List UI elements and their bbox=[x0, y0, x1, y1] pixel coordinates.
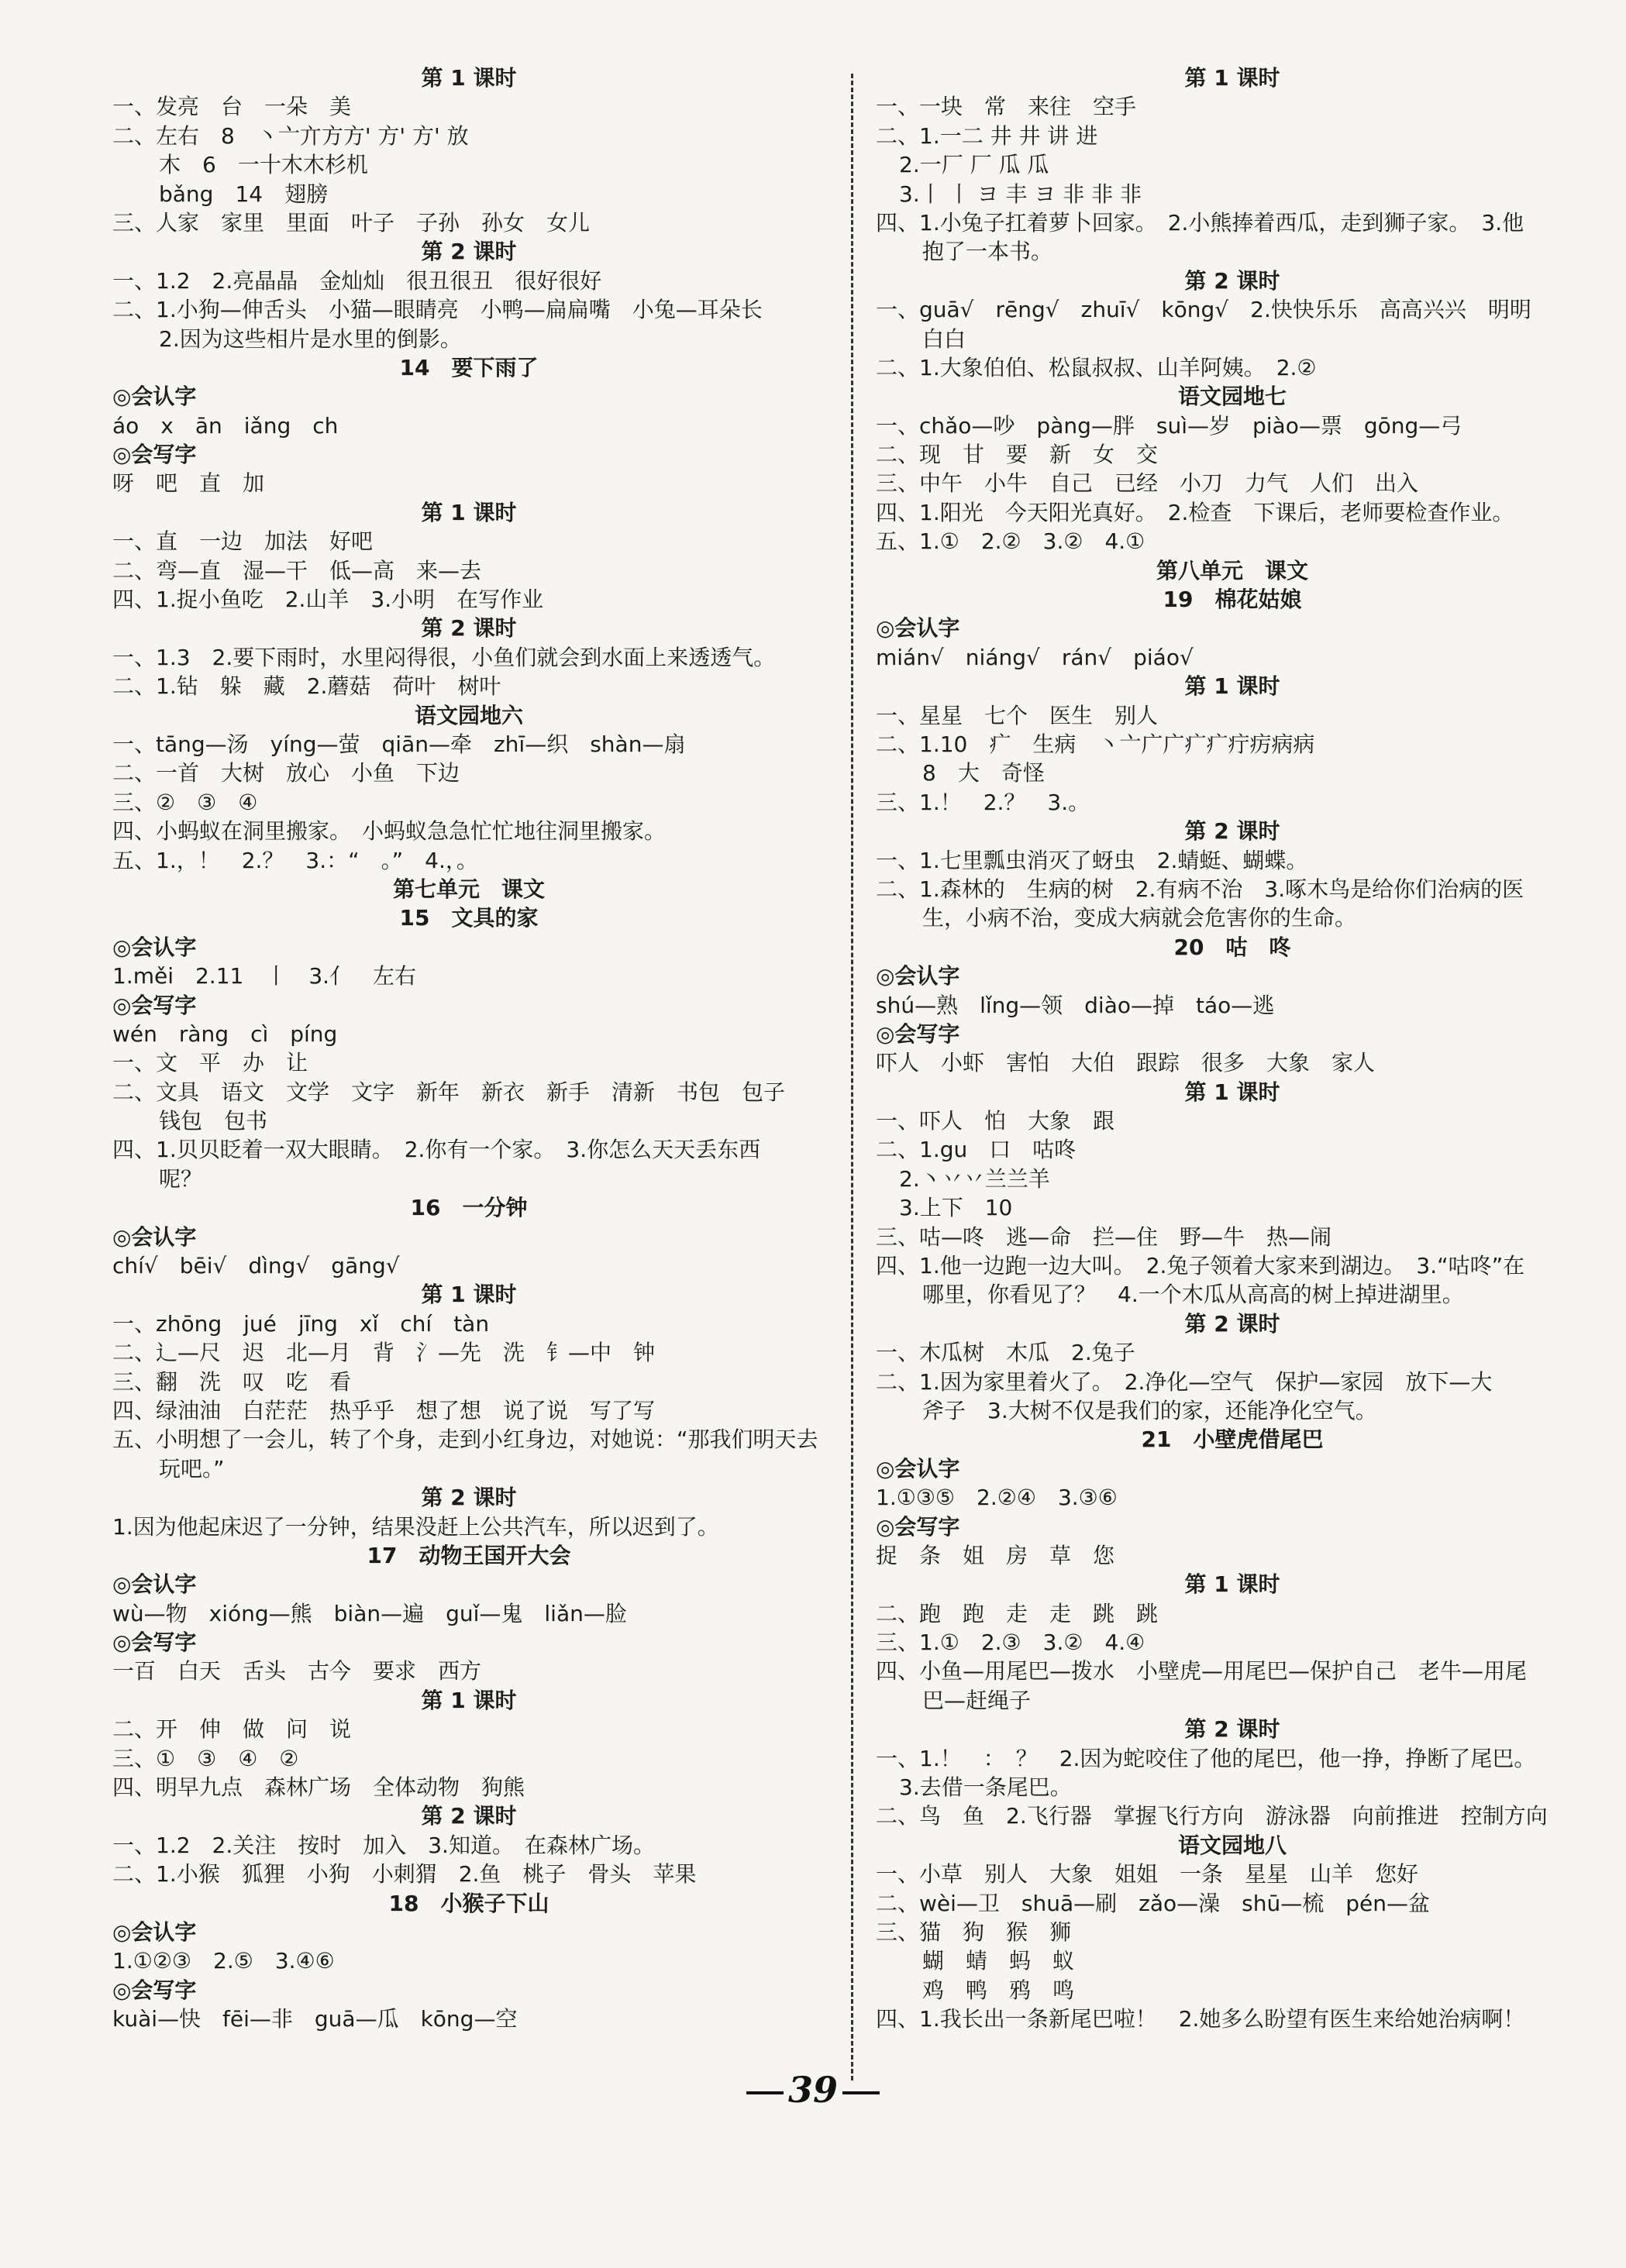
answer-line: 一、小草 别人 大象 姐姐 一条 星星 山羊 您好 bbox=[876, 1861, 1419, 1888]
answer-line: 二、1.gu 口 咕咚 bbox=[876, 1137, 1077, 1163]
page-number-dash-left bbox=[746, 2091, 784, 2094]
answer-line: bǎng 14 翅膀 bbox=[159, 181, 329, 207]
answer-line: 抱了一本书。 bbox=[922, 239, 1053, 265]
answer-line: 3.丨 丨 ヨ 丰 ヨ 非 非 非 bbox=[899, 181, 1142, 207]
page-number-dash-right bbox=[842, 2091, 880, 2094]
answer-line: 三、中午 小牛 自己 已经 小刀 力气 人们 出入 bbox=[876, 470, 1419, 497]
answer-line: 生，小病不治，变成大病就会危害你的生命。 bbox=[922, 905, 1357, 931]
heading: 第 2 课时 bbox=[421, 239, 517, 265]
left-answer-column bbox=[112, 64, 825, 2034]
heading: 第 1 课时 bbox=[1184, 1079, 1280, 1105]
heading: 14 要下雨了 bbox=[399, 354, 539, 380]
section-label: ◎会写字 bbox=[876, 1020, 960, 1047]
answer-line: 斧子 3.大树不仅是我们的家，还能净化空气。 bbox=[922, 1397, 1377, 1423]
answer-line: mián√ niáng√ rán√ piáo√ bbox=[876, 644, 1194, 670]
section-label: ◎会写字 bbox=[112, 992, 197, 1018]
answer-line: 一、星星 七个 医生 别人 bbox=[876, 702, 1159, 728]
answer-line: 一、chǎo—吵 pàng—胖 suì—岁 piào—票 gōng—弓 bbox=[876, 412, 1462, 439]
answer-line: 二、1.因为家里着火了。 2.净化—空气 保护—家园 放下—大 bbox=[876, 1368, 1493, 1395]
heading: 第 2 课时 bbox=[421, 1803, 517, 1829]
answer-line: 二、一首 大树 放心 小鱼 下边 bbox=[112, 760, 460, 786]
answer-line: 四、小鱼—用尾巴—拨水 小壁虎—用尾巴—保护自己 老牛—用尾 bbox=[876, 1658, 1528, 1685]
answer-line: 玩吧。” bbox=[159, 1455, 225, 1482]
heading: 第 1 课时 bbox=[421, 499, 517, 525]
answer-line: 1.因为他起床迟了一分钟，结果没赶上公共汽车，所以迟到了。 bbox=[112, 1513, 719, 1540]
answer-line: 一、直 一边 加法 好吧 bbox=[112, 528, 374, 555]
answer-line: 2.丶丷丷兰兰羊 bbox=[899, 1165, 1050, 1192]
answer-line: 一、1.！ ： ？ 2.因为蛇咬住了他的尾巴，他一挣，挣断了尾巴。 bbox=[876, 1745, 1536, 1771]
answer-line: 三、翻 洗 叹 吃 看 bbox=[112, 1368, 352, 1395]
answer-line: 二、1.森林的 生病的树 2.有病不治 3.啄木鸟是给你们治病的医 bbox=[876, 876, 1524, 902]
answer-line: kuài—快 fēi—非 guā—瓜 kōng—空 bbox=[112, 2006, 518, 2032]
section-label: ◎会写字 bbox=[112, 442, 197, 468]
heading: 15 文具的家 bbox=[399, 905, 539, 931]
answer-line: 四、1.小兔子扛着萝卜回家。 2.小熊捧着西瓜，走到狮子家。 3.他 bbox=[876, 209, 1524, 236]
answer-line: 1.měi 2.11 丨 3.亻 左右 bbox=[112, 963, 417, 989]
answer-line: 二、辶—尺 迟 北—月 背 氵—先 洗 钅—中 钟 bbox=[112, 1340, 656, 1366]
answer-line: 一、木瓜树 木瓜 2.兔子 bbox=[876, 1340, 1135, 1366]
page-number-text: 39 bbox=[787, 2069, 838, 2111]
answer-line: 一、1.七里瓢虫消灭了蚜虫 2.蜻蜓、蝴蝶。 bbox=[876, 847, 1308, 873]
answer-line: 1.①②③ 2.⑤ 3.④⑥ bbox=[112, 1948, 335, 1974]
heading: 第 2 课时 bbox=[421, 615, 517, 642]
heading: 语文园地六 bbox=[414, 702, 523, 728]
answer-line: 三、猫 狗 猴 狮 bbox=[876, 1919, 1072, 1945]
heading: 第 1 课时 bbox=[421, 1687, 517, 1713]
answer-line: 二、1.10 疒 生病 丶亠广广疒疒疔疠病病 bbox=[876, 731, 1315, 757]
answer-line: 1.①③⑤ 2.②④ 3.③⑥ bbox=[876, 1485, 1118, 1511]
heading: 16 一分钟 bbox=[410, 1195, 528, 1221]
answer-line: 二、跑 跑 走 走 跳 跳 bbox=[876, 1600, 1159, 1626]
answer-line: 四、1.捉小鱼吃 2.山羊 3.小明 在写作业 bbox=[112, 587, 544, 613]
heading: 第 2 课时 bbox=[1184, 267, 1280, 294]
answer-line: 呢？ bbox=[159, 1165, 203, 1192]
answer-line: 二、1.小狗—伸舌头 小猫—眼睛亮 小鸭—扁扁嘴 小兔—耳朵长 bbox=[112, 297, 763, 323]
answer-line: 哪里，你看见了？ 4.一个木瓜从高高的树上掉进湖里。 bbox=[922, 1282, 1464, 1308]
answer-line: 四、1.他一边跑一边大叫。 2.兔子领着大家来到湖边。 3.“咕咚”在 bbox=[876, 1253, 1525, 1279]
heading: 第 1 课时 bbox=[1184, 65, 1280, 91]
heading: 21 小壁虎借尾巴 bbox=[1141, 1427, 1324, 1453]
answer-line: 二、文具 语文 文学 文字 新年 新衣 新手 清新 书包 包子 bbox=[112, 1079, 786, 1105]
page-number bbox=[0, 2069, 1626, 2111]
heading: 第 1 课时 bbox=[421, 1282, 517, 1308]
section-label: ◎会认字 bbox=[112, 384, 197, 410]
heading: 第 2 课时 bbox=[1184, 1310, 1280, 1337]
answer-line: 二、鸟 鱼 2.飞行器 掌握飞行方向 游泳器 向前推进 控制方向 bbox=[876, 1803, 1548, 1829]
answer-line: 一、发亮 台 一朵 美 bbox=[112, 94, 352, 120]
section-label: ◎会认字 bbox=[876, 1455, 960, 1482]
answer-line: 三、咕—咚 逃—命 拦—住 野—牛 热—闹 bbox=[876, 1223, 1332, 1250]
section-label: ◎会认字 bbox=[876, 615, 960, 642]
answer-line: 二、弯—直 湿—干 低—高 来—去 bbox=[112, 557, 482, 583]
answer-line: 三、① ③ ④ ② bbox=[112, 1745, 299, 1771]
answer-line: shú—熟 lǐng—领 diào—掉 táo—逃 bbox=[876, 992, 1275, 1018]
answer-line: 三、② ③ ④ bbox=[112, 789, 258, 815]
heading: 17 动物王国开大会 bbox=[367, 1542, 571, 1568]
answer-line: 巴—赶绳子 bbox=[922, 1687, 1032, 1713]
answer-line: 四、明早九点 森林广场 全体动物 狗熊 bbox=[112, 1774, 525, 1801]
section-label: ◎会认字 bbox=[876, 963, 960, 989]
heading: 语文园地七 bbox=[1177, 384, 1287, 410]
section-label: ◎会认字 bbox=[112, 934, 197, 960]
heading: 20 咕 咚 bbox=[1173, 934, 1291, 960]
answer-line: 钱包 包书 bbox=[159, 1108, 268, 1134]
heading: 语文园地八 bbox=[1177, 1832, 1287, 1858]
answer-line: 3.上下 10 bbox=[899, 1195, 1013, 1221]
answer-line: 二、1.大象伯伯、松鼠叔叔、山羊阿姨。 2.② bbox=[876, 354, 1317, 380]
answer-line: 8 大 奇怪 bbox=[922, 760, 1045, 786]
answer-line: 四、1.阳光 今天阳光真好。 2.检查 下课后，老师要检查作业。 bbox=[876, 499, 1514, 525]
right-answer-column bbox=[876, 64, 1589, 2034]
answer-line: chí√ bēi√ dìng√ gāng√ bbox=[112, 1253, 400, 1279]
heading: 第 1 课时 bbox=[1184, 673, 1280, 700]
section-label: ◎会写字 bbox=[112, 1977, 197, 2003]
answer-line: 一、1.2 2.关注 按时 加入 3.知道。 在森林广场。 bbox=[112, 1832, 655, 1858]
answer-line: 二、1.小猴 狐狸 小狗 小刺猬 2.鱼 桃子 骨头 苹果 bbox=[112, 1861, 697, 1888]
heading: 第 2 课时 bbox=[421, 1485, 517, 1511]
answer-line: 木 6 一十木木杉机 bbox=[159, 152, 368, 178]
heading: 18 小猴子下山 bbox=[388, 1890, 549, 1916]
answer-line: 二、开 伸 做 问 说 bbox=[112, 1716, 352, 1743]
answer-line: 一、tāng—汤 yíng—萤 qiān—牵 zhī—织 shàn—扇 bbox=[112, 731, 686, 757]
heading: 第七单元 课文 bbox=[392, 876, 545, 902]
section-label: ◎会认字 bbox=[112, 1571, 197, 1598]
answer-line: 二、1.一二 井 井 讲 进 bbox=[876, 122, 1098, 149]
answer-line: 四、小蚂蚁在洞里搬家。 小蚂蚁急急忙忙地往洞里搬家。 bbox=[112, 818, 667, 845]
section-label: ◎会认字 bbox=[112, 1223, 197, 1250]
answer-line: 2.一厂 厂 瓜 瓜 bbox=[899, 152, 1049, 178]
answer-line: wù—物 xióng—熊 biàn—遍 guǐ—鬼 liǎn—脸 bbox=[112, 1600, 627, 1626]
answer-line: 白白 bbox=[922, 325, 966, 352]
answer-line: 五、小明想了一会儿，转了个身，走到小红身边，对她说：“那我们明天去 bbox=[112, 1427, 818, 1453]
heading: 19 棉花姑娘 bbox=[1163, 587, 1302, 613]
answer-line: 二、wèi—卫 shuā—刷 zǎo—澡 shū—梳 pén—盆 bbox=[876, 1890, 1430, 1916]
answer-line: 三、人家 家里 里面 叶子 子孙 孙女 女儿 bbox=[112, 209, 591, 236]
answer-line: 一、1.3 2.要下雨时，水里闷得很，小鱼们就会到水面上来透透气。 bbox=[112, 644, 776, 670]
answer-line: 呀 吧 直 加 bbox=[112, 470, 265, 497]
answer-line: 二、现 甘 要 新 女 交 bbox=[876, 442, 1159, 468]
answer-line: 四、1.我长出一条新尾巴啦！ 2.她多么盼望有医生来给她治病啊！ bbox=[876, 2006, 1525, 2032]
heading: 第 1 课时 bbox=[421, 65, 517, 91]
answer-line: 鸡 鸭 鸦 鸣 bbox=[922, 1977, 1075, 2003]
section-label: ◎会写字 bbox=[876, 1513, 960, 1540]
answer-line: 三、1.！ 2.？ 3.。 bbox=[876, 789, 1090, 815]
answer-line: 蝴 蜻 蚂 蚁 bbox=[922, 1948, 1075, 1974]
section-label: ◎会认字 bbox=[112, 1919, 197, 1945]
answer-line: 一、zhōng jué jīng xǐ chí tàn bbox=[112, 1310, 490, 1337]
answer-line: wén ràng cì píng bbox=[112, 1020, 338, 1047]
answer-line: 一、文 平 办 让 bbox=[112, 1050, 308, 1076]
answer-line: 五、1.① 2.② 3.② 4.① bbox=[876, 528, 1145, 555]
answer-line: 二、1.钻 躲 藏 2.蘑菇 荷叶 树叶 bbox=[112, 673, 501, 700]
answer-line: 一、吓人 怕 大象 跟 bbox=[876, 1108, 1115, 1134]
heading: 第 1 课时 bbox=[1184, 1571, 1280, 1598]
heading: 第 2 课时 bbox=[1184, 818, 1280, 845]
heading: 第八单元 课文 bbox=[1156, 557, 1308, 583]
answer-line: 四、1.贝贝眨着一双大眼睛。 2.你有一个家。 3.你怎么天天丢东西 bbox=[112, 1137, 761, 1163]
answer-line: áo x ān iǎng ch bbox=[112, 412, 339, 439]
answer-line: 二、左右 8 丶亠亣方方' 方' 方' 放 bbox=[112, 122, 469, 149]
answer-line: 一、1.2 2.亮晶晶 金灿灿 很丑很丑 很好很好 bbox=[112, 267, 602, 294]
answer-line: 吓人 小虾 害怕 大伯 跟踪 很多 大象 家人 bbox=[876, 1050, 1376, 1076]
answer-line: 2.因为这些相片是水里的倒影。 bbox=[159, 325, 462, 352]
answer-line: 五、1.，！ 2.？ 3.：“ 。” 4.，。 bbox=[112, 847, 478, 873]
column-divider bbox=[851, 74, 853, 2080]
answer-line: 3.去借一条尾巴。 bbox=[899, 1774, 1072, 1801]
answer-line: 三、1.① 2.③ 3.② 4.④ bbox=[876, 1630, 1145, 1656]
answer-line: 捉 条 姐 房 草 您 bbox=[876, 1542, 1115, 1568]
answer-line: 四、绿油油 白茫茫 热乎乎 想了想 说了说 写了写 bbox=[112, 1397, 656, 1423]
answer-line: 一、一块 常 来往 空手 bbox=[876, 94, 1137, 120]
answer-line: 一百 白天 舌头 古今 要求 西方 bbox=[112, 1658, 482, 1685]
heading: 第 2 课时 bbox=[1184, 1716, 1280, 1743]
answer-line: 一、guā√ rēng√ zhuī√ kōng√ 2.快快乐乐 高高兴兴 明明 bbox=[876, 297, 1531, 323]
section-label: ◎会写字 bbox=[112, 1630, 197, 1656]
